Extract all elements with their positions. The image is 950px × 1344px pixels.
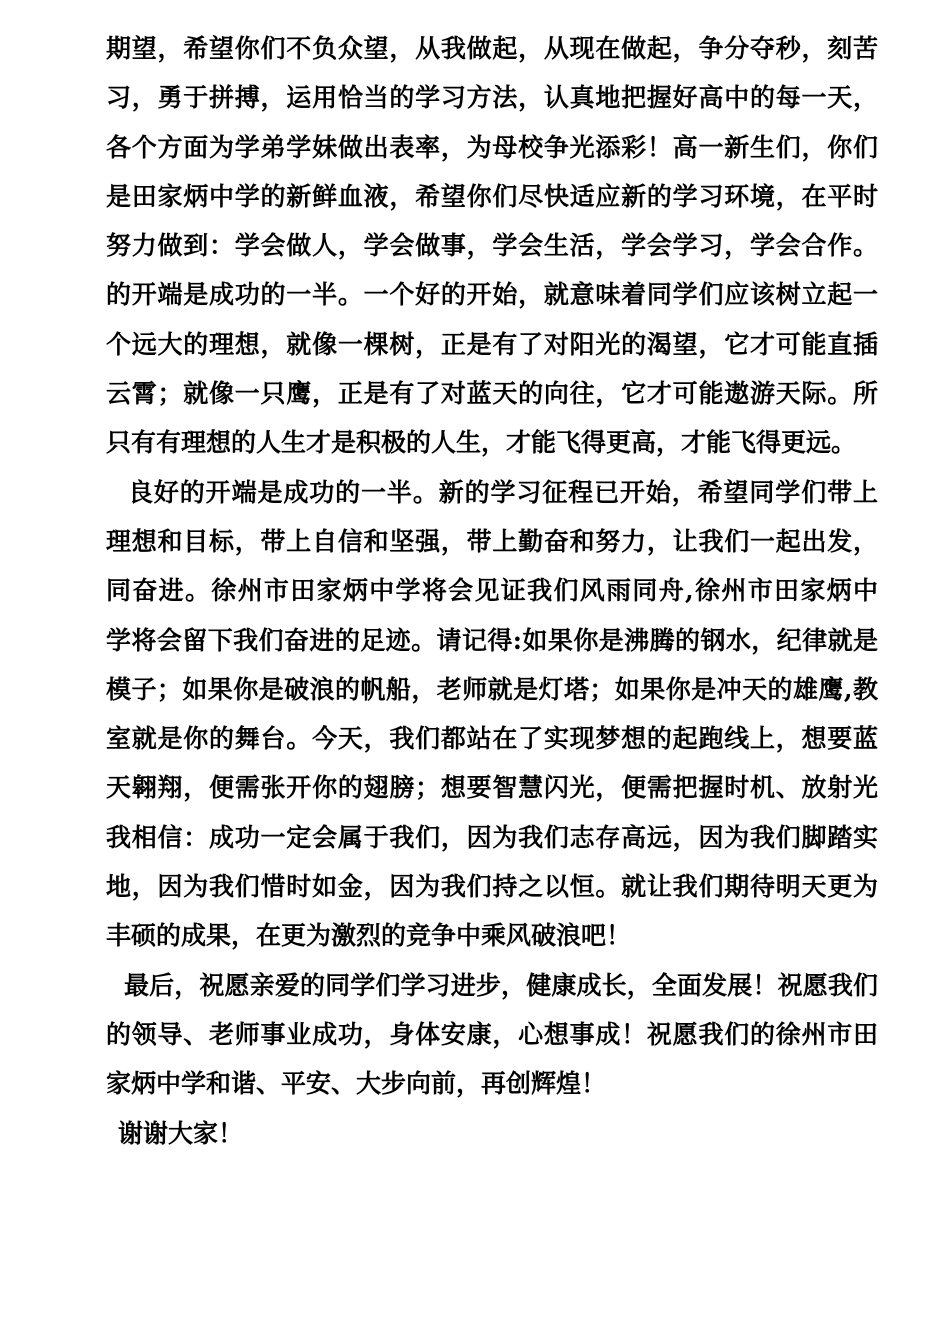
closing-line: 谢谢大家！ xyxy=(118,1118,244,1148)
text-line: 良好的开端是成功的一半。新的学习征程已开始，希望同学们带上 xyxy=(128,477,878,507)
paragraph-3 xyxy=(106,961,878,1109)
speech-text xyxy=(106,24,878,1158)
closing xyxy=(106,1109,878,1158)
text-line: 云霄；就像一只鹰，正是有了对蓝天的向往，它才可能遨游天际。所 xyxy=(106,379,878,409)
text-line: 丰硕的成果，在更为激烈的竞争中乘风破浪吧！ xyxy=(106,921,632,951)
text-line: 努力做到：学会做人，学会做事，学会生活，学会学习，学会合作。 xyxy=(106,231,878,261)
text-line: 是田家炳中学的新鲜血液，希望你们尽快适应新的学习环境，在平时 xyxy=(106,181,878,211)
text-line: 室就是你的舞台。今天，我们都站在了实现梦想的起跑线上，想要蓝 xyxy=(106,724,878,754)
text-line: 各个方面为学弟学妹做出表率，为母校争光添彩！高一新生们，你们 xyxy=(106,132,878,162)
text-line: 理想和目标，带上自信和坚强，带上勤奋和努力，让我们一起出发， xyxy=(106,526,878,556)
text-line: 个远大的理想，就像一棵树，正是有了对阳光的渴望，它才可能直插 xyxy=(106,329,878,359)
text-line: 同奋进。徐州市田家炳中学将会见证我们风雨同舟,徐州市田家炳中 xyxy=(106,576,878,606)
text-line: 只有有理想的人生才是积极的人生，才能飞得更高，才能飞得更远。 xyxy=(106,428,857,458)
text-line: 学将会留下我们奋进的足迹。请记得:如果你是沸腾的钢水，纪律就是 xyxy=(106,625,878,655)
paragraph-2 xyxy=(106,468,878,961)
text-line: 家炳中学和谐、平安、大步向前，再创辉煌！ xyxy=(106,1069,607,1099)
text-line: 的开端是成功的一半。一个好的开始，就意味着同学们应该树立起一 xyxy=(106,280,878,310)
text-line: 我相信：成功一定会属于我们，因为我们志存高远，因为我们脚踏实 xyxy=(106,822,878,852)
text-line: 期望，希望你们不负众望，从我做起，从现在做起，争分夺秒，刻苦 xyxy=(106,34,878,63)
text-line: 地，因为我们惜时如金，因为我们持之以恒。就让我们期待明天更为 xyxy=(106,872,878,902)
text-line: 天翱翔，便需张开你的翅膀；想要智慧闪光，便需把握时机、放射光 xyxy=(106,773,878,803)
paragraph-1 xyxy=(106,24,878,468)
text-line: 的领导、老师事业成功，身体安康，心想事成！祝愿我们的徐州市田 xyxy=(106,1019,878,1049)
text-line: 习，勇于拼搏，运用恰当的学习方法，认真地把握好高中的每一天， xyxy=(106,83,878,113)
text-line: 模子；如果你是破浪的帆船，老师就是灯塔；如果你是冲天的雄鹰,教 xyxy=(106,674,878,704)
text-line: 最后，祝愿亲爱的同学们学习进步，健康成长，全面发展！祝愿我们 xyxy=(124,970,878,1000)
